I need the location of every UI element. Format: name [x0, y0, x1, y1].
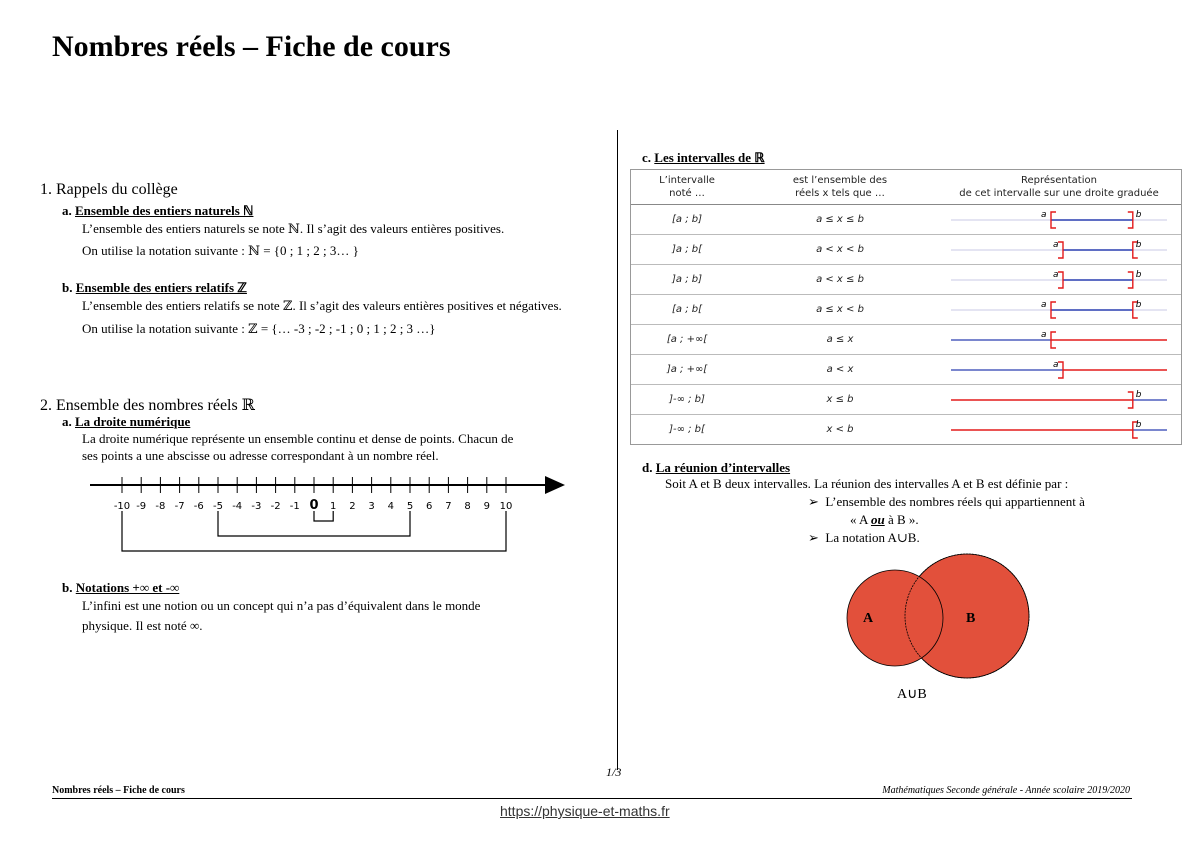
section-1-heading: 1. Rappels du collège	[40, 181, 178, 198]
svg-text:b: b	[1135, 270, 1142, 280]
interval-row	[631, 295, 1181, 325]
paragraph-integers-2: On utilise la notation suivante : ℤ = {… -3 ; -2 ; -1 ; 0 ; 1 ; 2 ; 3 …}	[82, 321, 436, 336]
site-link[interactable]: https://physique-et-maths.fr	[500, 803, 670, 819]
col-header-representation: Représentation de cet intervalle sur une droite graduée	[937, 170, 1181, 205]
interval-representation	[937, 235, 1181, 265]
subsection-2b-label: b.	[62, 580, 73, 595]
subsection-c-label: c.	[642, 150, 652, 165]
paragraph-infinity-1: L’infini est une notion ou un concept qui n’a pas d’équivalent dans le monde	[82, 598, 481, 613]
svg-text:b: b	[1135, 420, 1142, 430]
number-line-tick-label: 1	[330, 501, 337, 512]
interval-notation: ]a ; +∞[	[631, 355, 743, 385]
venn-label-a: A	[863, 611, 874, 626]
page-title: Nombres réels – Fiche de cours	[52, 30, 451, 63]
number-line-diagram	[85, 470, 575, 565]
number-line-tick-label: 10	[499, 501, 513, 512]
number-line-tick-label: -5	[213, 501, 223, 512]
interval-condition: x ≤ b	[743, 385, 937, 415]
interval-row	[631, 235, 1181, 265]
svg-text:b: b	[1135, 210, 1142, 220]
intervals-table	[631, 170, 1181, 444]
intervals-table-frame	[630, 169, 1182, 445]
page-number: 1/3	[606, 765, 622, 779]
subsection-1b-heading: Ensemble des entiers relatifs ℤ	[75, 280, 247, 295]
interval-representation	[937, 355, 1181, 385]
number-line-tick-label: 2	[349, 501, 356, 512]
subsection-2b-heading: Notations +∞ et -∞	[75, 580, 180, 595]
number-line-tick-label: -6	[193, 501, 204, 512]
interval-notation: ]-∞ ; b[	[631, 415, 743, 445]
bullet-union-1: ➢ L’ensemble des nombres réels qui appartiennent à	[808, 494, 1085, 509]
bullet-union-1-cont: « A ou à B ».	[850, 512, 919, 527]
interval-representation	[937, 385, 1181, 415]
svg-text:a: a	[1041, 330, 1047, 340]
interval-notation: ]-∞ ; b]	[631, 385, 743, 415]
subsection-1a-title	[62, 203, 253, 219]
svg-text:a: a	[1053, 270, 1059, 280]
interval-condition: a ≤ x	[743, 325, 937, 355]
interval-condition: a < x < b	[743, 235, 937, 265]
interval-representation	[937, 295, 1181, 325]
venn-label-b: B	[966, 611, 976, 626]
interval-row	[631, 205, 1181, 235]
footer-left: Nombres réels – Fiche de cours	[52, 785, 185, 796]
interval-row	[631, 325, 1181, 355]
svg-text:a: a	[1041, 210, 1047, 220]
subsection-c-heading: Les intervalles de ℝ	[654, 150, 765, 165]
interval-notation: [a ; b[	[631, 295, 743, 325]
number-line-arrow-icon	[545, 476, 565, 494]
interval-condition: a < x ≤ b	[743, 265, 937, 295]
subsection-2b-title	[62, 580, 179, 596]
number-line-tick-label: 4	[387, 501, 394, 512]
number-line-tick-label: 8	[464, 501, 471, 512]
subsection-d-label: d.	[642, 460, 653, 475]
arrow-bullet-icon: ➢	[808, 494, 819, 509]
subsection-d-heading: La réunion d’intervalles	[655, 460, 791, 475]
interval-condition: x < b	[743, 415, 937, 445]
interval-notation: [a ; b]	[631, 205, 743, 235]
interval-row	[631, 385, 1181, 415]
subsection-c-title	[642, 150, 765, 166]
number-line-tick-label: 7	[445, 501, 452, 512]
svg-text:a: a	[1053, 240, 1059, 250]
number-line-tick-label: 0	[309, 498, 319, 513]
number-line-tick-label: -9	[136, 501, 147, 512]
interval-notation: ]a ; b]	[631, 265, 743, 295]
number-line-tick-label: 3	[368, 501, 375, 512]
subsection-1a-label: a.	[62, 203, 72, 218]
interval-notation: [a ; +∞[	[631, 325, 743, 355]
paragraph-infinity-2: physique. Il est noté ∞.	[82, 618, 203, 633]
paragraph-number-line-2: ses points a une abscisse ou adresse correspondant à un nombre réel.	[82, 448, 439, 463]
number-line-tick-label: -8	[155, 501, 166, 512]
interval-notation: ]a ; b[	[631, 235, 743, 265]
number-line-tick-label: -1	[289, 501, 300, 512]
interval-row	[631, 355, 1181, 385]
section-2-heading: 2. Ensemble des nombres réels ℝ	[40, 397, 256, 414]
column-divider	[617, 130, 618, 770]
paragraph-integers-1: L’ensemble des entiers relatifs se note ℤ. Il s’agit des valeurs entières positives et négatives.	[82, 298, 562, 313]
interval-representation	[937, 415, 1181, 445]
number-line-tick-label: 5	[406, 501, 414, 512]
interval-representation	[937, 265, 1181, 295]
svg-text:b: b	[1135, 300, 1142, 310]
bullet-union-2: ➢ La notation A∪B.	[808, 530, 920, 545]
svg-text:a: a	[1053, 360, 1059, 370]
venn-caption: A∪B	[897, 687, 927, 702]
subsection-d-title	[642, 460, 790, 476]
paragraph-naturals-2: On utilise la notation suivante : ℕ = {0 ; 1 ; 2 ; 3… }	[82, 243, 359, 258]
interval-representation	[937, 205, 1181, 235]
footer-right: Mathématiques Seconde générale - Année scolaire 2019/2020	[882, 785, 1130, 796]
venn-circle-a	[847, 570, 943, 666]
svg-text:b: b	[1135, 240, 1142, 250]
interval-row	[631, 415, 1181, 445]
subsection-1a-heading: Ensemble des entiers naturels ℕ	[75, 203, 254, 218]
subsection-2a-label: a.	[62, 414, 72, 429]
number-line-tick-label: 9	[483, 501, 490, 512]
paragraph-naturals-1: L’ensemble des entiers naturels se note ℕ. Il s’agit des valeurs entières positives.	[82, 221, 505, 236]
subsection-1b-title	[62, 280, 247, 296]
col-header-condition: est l’ensemble des réels x tels que …	[743, 170, 937, 205]
subsection-2a-heading: La droite numérique	[75, 414, 191, 429]
number-line-tick-label: -4	[232, 501, 243, 512]
paragraph-number-line-1: La droite numérique représente un ensemble continu et dense de points. Chacun de	[82, 431, 514, 446]
svg-text:a: a	[1041, 300, 1047, 310]
svg-text:b: b	[1135, 390, 1142, 400]
number-line-tick-label: 6	[426, 501, 433, 512]
interval-row	[631, 265, 1181, 295]
interval-condition: a ≤ x < b	[743, 295, 937, 325]
paragraph-union: Soit A et B deux intervalles. La réunion des intervalles A et B est définie par :	[665, 476, 1069, 491]
venn-diagram	[825, 552, 1035, 702]
number-line-tick-label: -7	[174, 501, 185, 512]
interval-representation	[937, 325, 1181, 355]
number-line-tick-label: -2	[270, 501, 281, 512]
footer-rule	[52, 798, 1132, 799]
interval-condition: a ≤ x ≤ b	[743, 205, 937, 235]
subsection-1b-label: b.	[62, 280, 73, 295]
number-line-tick-label: -3	[251, 501, 262, 512]
number-line-tick-label: -10	[113, 501, 131, 512]
interval-condition: a < x	[743, 355, 937, 385]
subsection-2a-title	[62, 414, 190, 430]
arrow-bullet-icon: ➢	[808, 530, 819, 545]
col-header-interval: L’intervalle noté …	[631, 170, 743, 205]
